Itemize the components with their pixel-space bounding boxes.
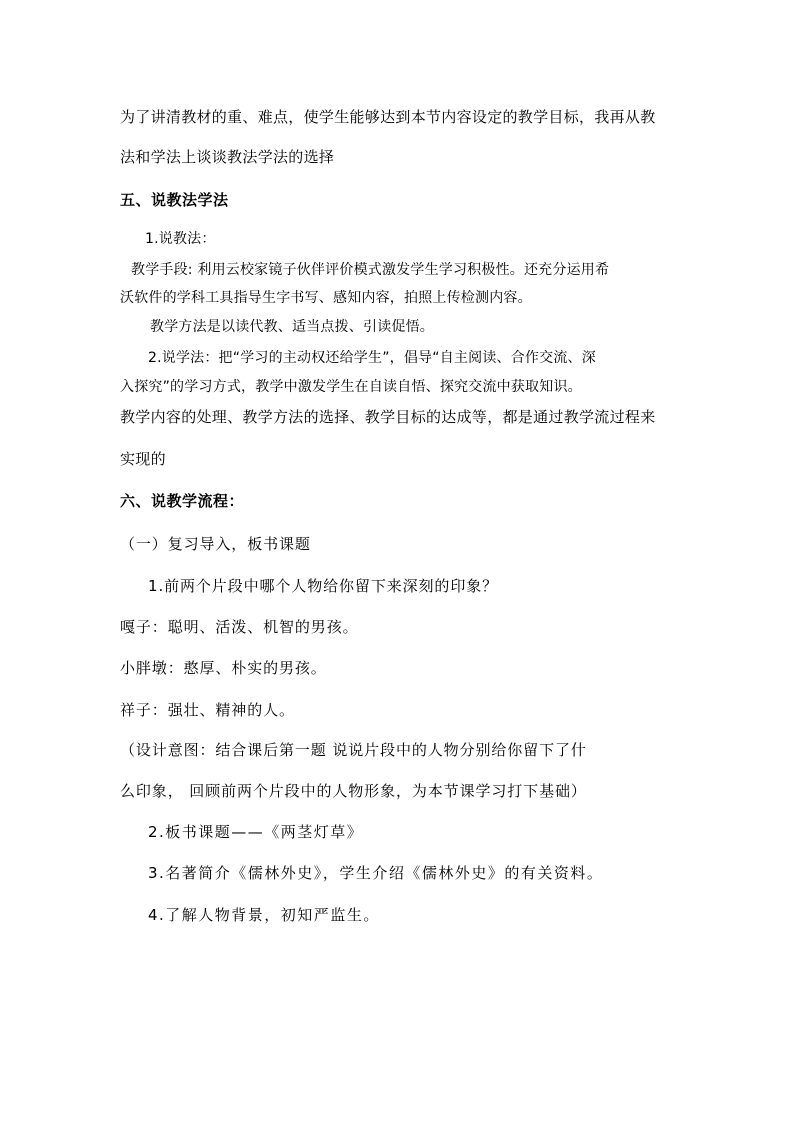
learning-method-line-1: 2.说学法：把“学习的主动权还给学生”，倡导“自主阅读、合作交流、深 [148,350,596,366]
teaching-means-line-2: 沃软件的学科工具指导生字书写、感知内容，拍照上传检测内容。 [120,290,532,306]
teaching-approach-line: 教学方法是以读代教、适当点拨、引读促悟。 [150,319,434,335]
section-heading-teaching-process: 六、说教学流程： [120,492,245,510]
summary-paragraph-line-1: 教学内容的处理、教学方法的选择、教学目标的达成等，都是通过教学流过程来 [120,408,656,426]
summary-paragraph-line-2: 实现的 [120,450,166,468]
step-item-4: 4.了解人物背景，初知严监生。 [148,906,380,924]
design-intent-line-2: 么印象， 回顾前两个片段中的人物形象，为本节课学习打下基础） [120,782,587,800]
step-heading-review-intro: （一）复习导入，板书课题 [120,535,311,553]
character-gazi: 嘎子：聪明、活泼、机智的男孩。 [120,618,359,636]
character-xiaopangdun: 小胖墩：憨厚、朴实的男孩。 [120,659,327,677]
subheading-teaching-method: 1.说教法： [145,231,216,247]
design-intent-line-1: （设计意图：结合课后第一题 说说片段中的人物分别给你留下了什 [120,741,587,759]
learning-method-line-2: 入探究”的学习方式，教学中激发学生在自读自悟、探究交流中获取知识。 [120,379,582,395]
step-item-2: 2.板书课题——《两茎灯草》 [148,823,364,841]
intro-paragraph-line-2: 法和学法上谈谈教法学法的选择 [120,148,335,166]
character-xiangzi: 祥子：强壮、精神的人。 [120,701,295,719]
step-item-3: 3.名著简介《儒林外史》，学生介绍《儒林外史》的有关资料。 [148,864,604,882]
section-heading-teaching-methods: 五、说教法学法 [120,191,229,209]
intro-paragraph-line-1: 为了讲清教材的重、难点，使学生能够达到本节内容设定的教学目标，我再从教 [120,108,656,126]
question-item-1: 1.前两个片段中哪个人物给你留下来深刻的印象？ [148,577,499,595]
teaching-means-line-1: 教学手段: 利用云校家镜子伙伴评价模式激发学生学习积极性。还充分运用希 [131,262,610,278]
